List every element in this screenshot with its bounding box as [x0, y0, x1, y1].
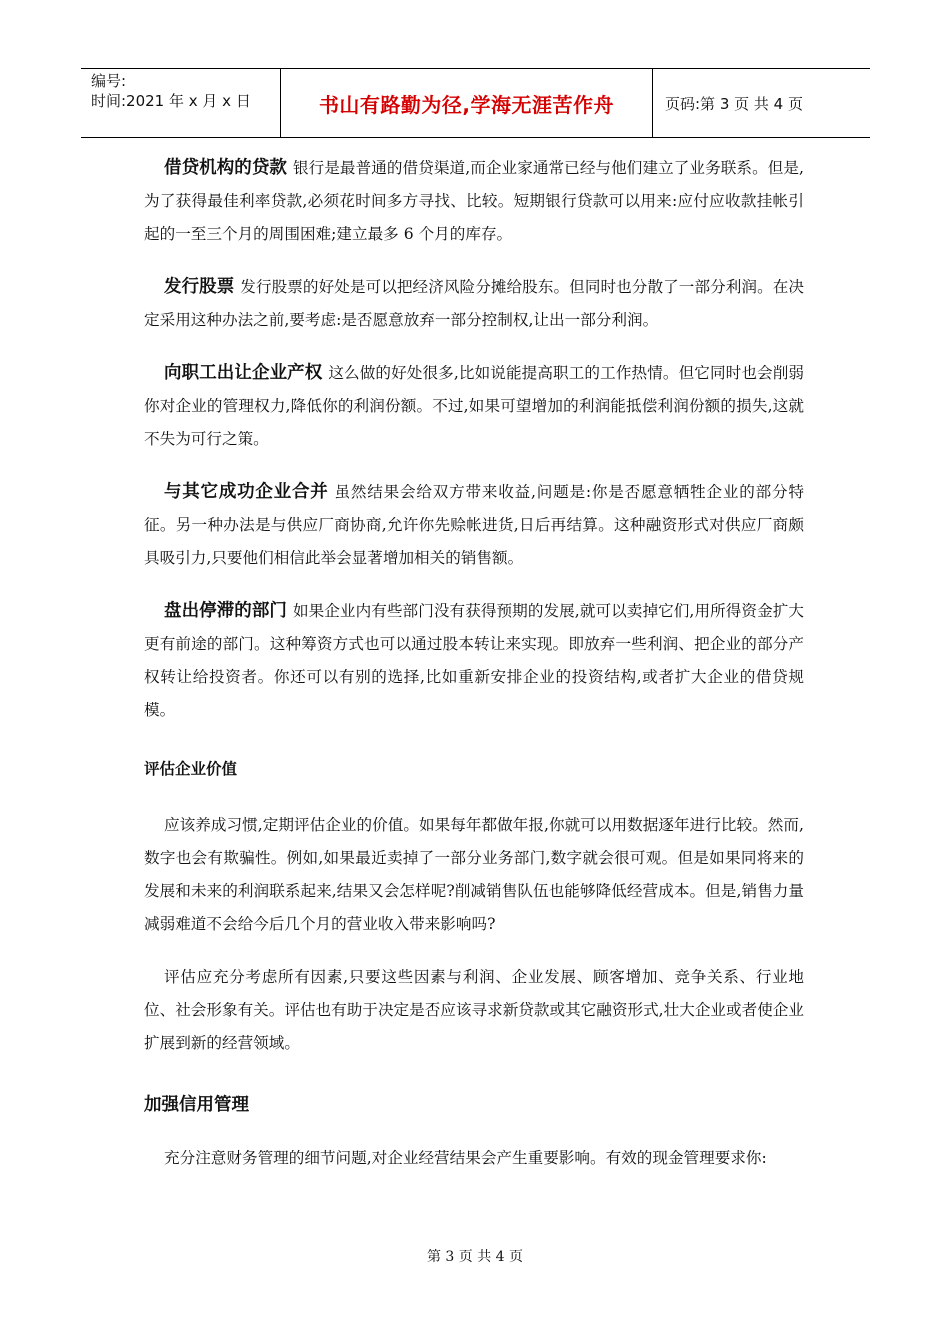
header-meta [81, 69, 281, 137]
section-stocks [144, 271, 804, 337]
document-time-label: 时间:2021 年 x 月 x 日 [91, 92, 251, 110]
section-title: 盘出停滞的部门 [164, 601, 287, 621]
section-divest [144, 595, 804, 727]
page-header [81, 68, 870, 138]
valuation-paragraph: 评估应充分考虑所有因素,只要这些因素与利润、企业发展、顾客增加、竞争关系、行业地位、社会形象有关。评估也有助于决定是否应该寻求新贷款或其它融资形式,壮大企业或者使企业扩展到新的经营领域。 [144, 968, 804, 1052]
page-footer: 第 3 页 共 4 页 [426, 1249, 524, 1265]
valuation-paragraph: 应该养成习惯,定期评估企业的价值。如果每年都做年报,你就可以用数据逐年进行比较。然而,数字也会有欺骗性。例如,如果最近卖掉了一部分业务部门,数字就会很可观。但是如果同将来的发展和未来的利润联系起来,结果又会怎样呢?削减销售队伍也能够降低经营成本。但是,销售力量减弱难道不会给今后几个月的营业收入带来影响吗? [144, 816, 804, 933]
header-page-info: 页码:第 3 页 共 4 页 [665, 94, 803, 113]
section-title: 与其它成功企业合并 [164, 482, 329, 502]
section-text: 如果企业内有些部门没有获得预期的发展,就可以卖掉它们,用所得资金扩大更有前途的部门。这种筹资方式也可以通过股本转让来实现。即放弃一些利润、把企业的部分产权转让给投资者。你还可以有别的选择,比如重新安排企业的投资结构,或者扩大企业的借贷规模。 [144, 602, 804, 719]
section-merger [144, 476, 804, 575]
credit-paragraph: 充分注意财务管理的细节问题,对企业经营结果会产生重要影响。有效的现金管理要求你: [164, 1149, 767, 1167]
section-text: 发行股票的好处是可以把经济风险分摊给股东。但同时也分散了一部分利润。在决定采用这种办法之前,要考虑:是否愿意放弃一部分控制权,让出一部分利润。 [144, 278, 804, 329]
header-motto: 书山有路勤为径,学海无涯苦作舟 [318, 92, 615, 117]
section-title: 借贷机构的贷款 [164, 158, 287, 178]
section-title: 发行股票 [164, 277, 235, 297]
section-loans [144, 152, 804, 251]
section-text: 这么做的好处很多,比如说能提高职工的工作热情。但它同时也会削弱你对企业的管理权力,降低你的利润份额。不过,如果可望增加的利润能抵偿利润份额的损失,这就不失为可行之策。 [144, 364, 804, 448]
valuation-heading: 评估企业价值 [144, 760, 238, 778]
header-motto-cell [281, 69, 653, 137]
document-number-label: 编号: [91, 72, 127, 90]
section-title: 向职工出让企业产权 [164, 363, 323, 383]
section-employee-equity [144, 357, 804, 456]
document-body [144, 152, 804, 1175]
section-text: 虽然结果会给双方带来收益,问题是:你是否愿意牺牲企业的部分特征。另一种办法是与供应厂商协商,允许你先赊帐进货,日后再结算。这种融资形式对供应厂商颇具吸引力,只要他们相信此举会显著增加相关的销售额。 [144, 483, 804, 567]
credit-heading: 加强信用管理 [144, 1095, 249, 1115]
section-text: 银行是最普通的借贷渠道,而企业家通常已经与他们建立了业务联系。但是,为了获得最佳利率贷款,必须花时间多方寻找、比较。短期银行贷款可以用来:应付应收款挂帐引起的一至三个月的周围困难;建立最多 6 个月的库存。 [144, 159, 804, 243]
